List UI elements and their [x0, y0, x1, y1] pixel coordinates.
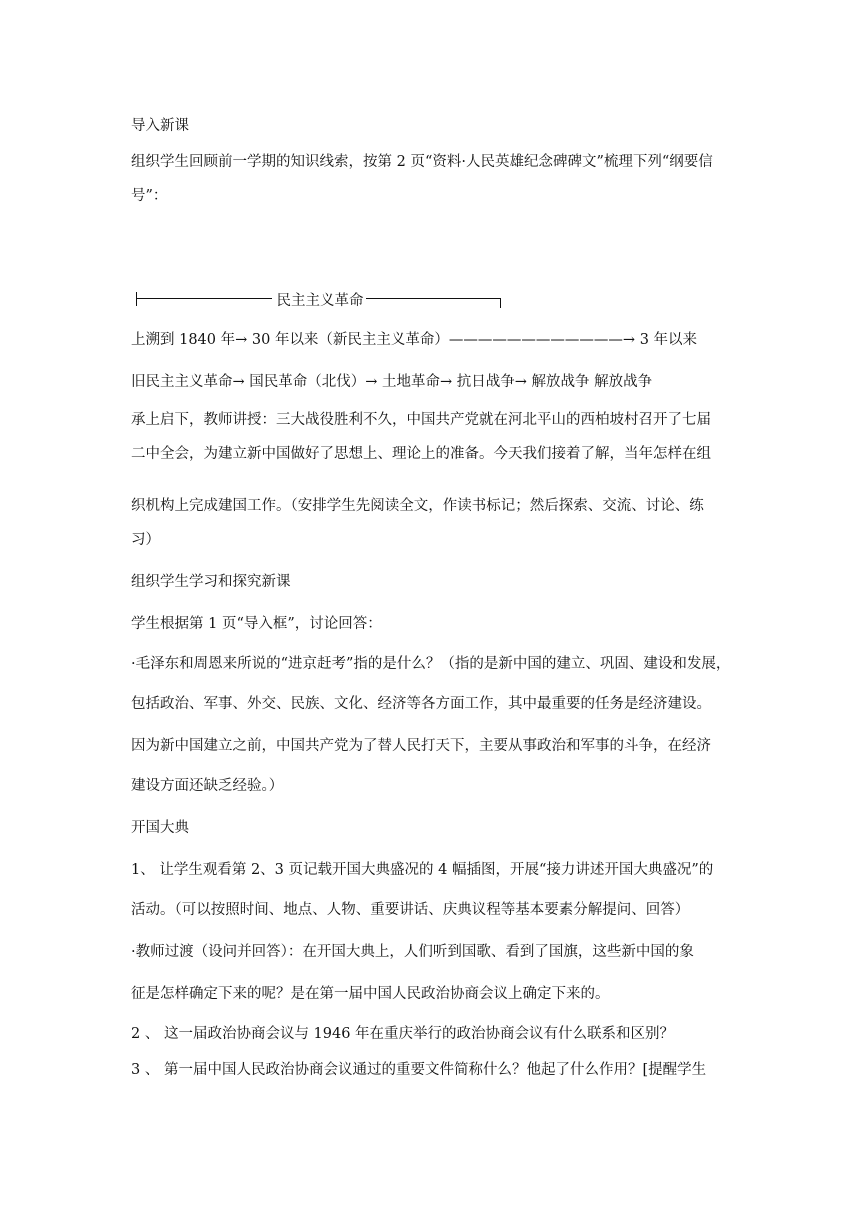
heading-ceremony: 开国大典 [131, 820, 189, 836]
bracket-right-tick [500, 298, 501, 308]
answer-line-2: 包括政治、军事、外交、民族、文化、经济等各方面工作，其中最重要的任务是经济建设。 [131, 696, 711, 712]
transition-line-2: 二中全会，为建立新中国做好了思想上、理论上的准备。今天我们接着了解，当年怎样在组 [131, 446, 711, 462]
events-line: 旧民主主义革命→ 国民革命（北伐）→ 土地革命→ 抗日战争→ 解放战争 解放战争 [131, 374, 653, 390]
intro-line-1: 组织学生回顾前一学期的知识线索，按第 2 页“资料·人民英雄纪念碑碑文”梳理下列“纲要信 [131, 154, 713, 170]
transition-line-1: 承上启下，教师讲授：三大战役胜利不久，中国共产党就在河北平山的西柏坡村召开了七届 [131, 412, 711, 428]
item-1-line-2: 活动。（可以按照时间、地点、人物、重要讲话、庆典议程等基本要素分解提问、回答） [131, 902, 690, 918]
intro-line-2: 号”： [131, 188, 168, 204]
answer-line-3: 因为新中国建立之前，中国共产党为了替人民打天下，主要从事政治和军事的斗争，在经济 [131, 738, 711, 754]
heading-intro: 导入新课 [131, 118, 189, 134]
study-prompt: 学生根据第 1 页“导入框”，讨论回答： [131, 616, 382, 632]
revolution-bracket [136, 290, 502, 310]
bracket-left-line [136, 298, 272, 299]
item-1-line-1: 1、 让学生观看第 2、3 页记载开国大典盛况的 4 幅插图，开展“接力讲述开国大典盛况”的 [131, 862, 714, 878]
answer-line-1: ·毛泽东和周恩来所说的“进京赶考”指的是什么？（指的是新中国的建立、巩固、建设和发展， [131, 656, 731, 672]
bracket-left-tick [136, 292, 137, 306]
teacher-transition-line-2: 征是怎样确定下来的呢？是在第一届中国人民政治协商会议上确定下来的。 [131, 986, 610, 1002]
transition-line-4: 习） [131, 532, 160, 548]
heading-study: 组织学生学习和探究新课 [131, 574, 291, 590]
timeline-line: 上溯到 1840 年→ 30 年以来（新民主主义革命）————————————→ 3 年以来 [131, 332, 698, 348]
item-2: 2 、 这一届政治协商会议与 1946 年在重庆举行的政治协商会议有什么联系和区别？ [131, 1026, 675, 1042]
item-3: 3 、 第一届中国人民政治协商会议通过的重要文件简称什么？他起了什么作用？[提醒学生 [131, 1062, 707, 1078]
transition-line-3: 织机构上完成建国工作。（安排学生先阅读全文，作读书标记；然后探索、交流、讨论、练 [131, 498, 704, 514]
answer-line-4: 建设方面还缺乏经验。） [131, 778, 284, 794]
bracket-right-line [366, 298, 500, 299]
bracket-label: 民主主义革命 [276, 293, 364, 309]
teacher-transition-line-1: ·教师过渡（设问并回答）：在开国大典上，人们听到国歌、看到了国旗，这些新中国的象 [131, 944, 694, 960]
